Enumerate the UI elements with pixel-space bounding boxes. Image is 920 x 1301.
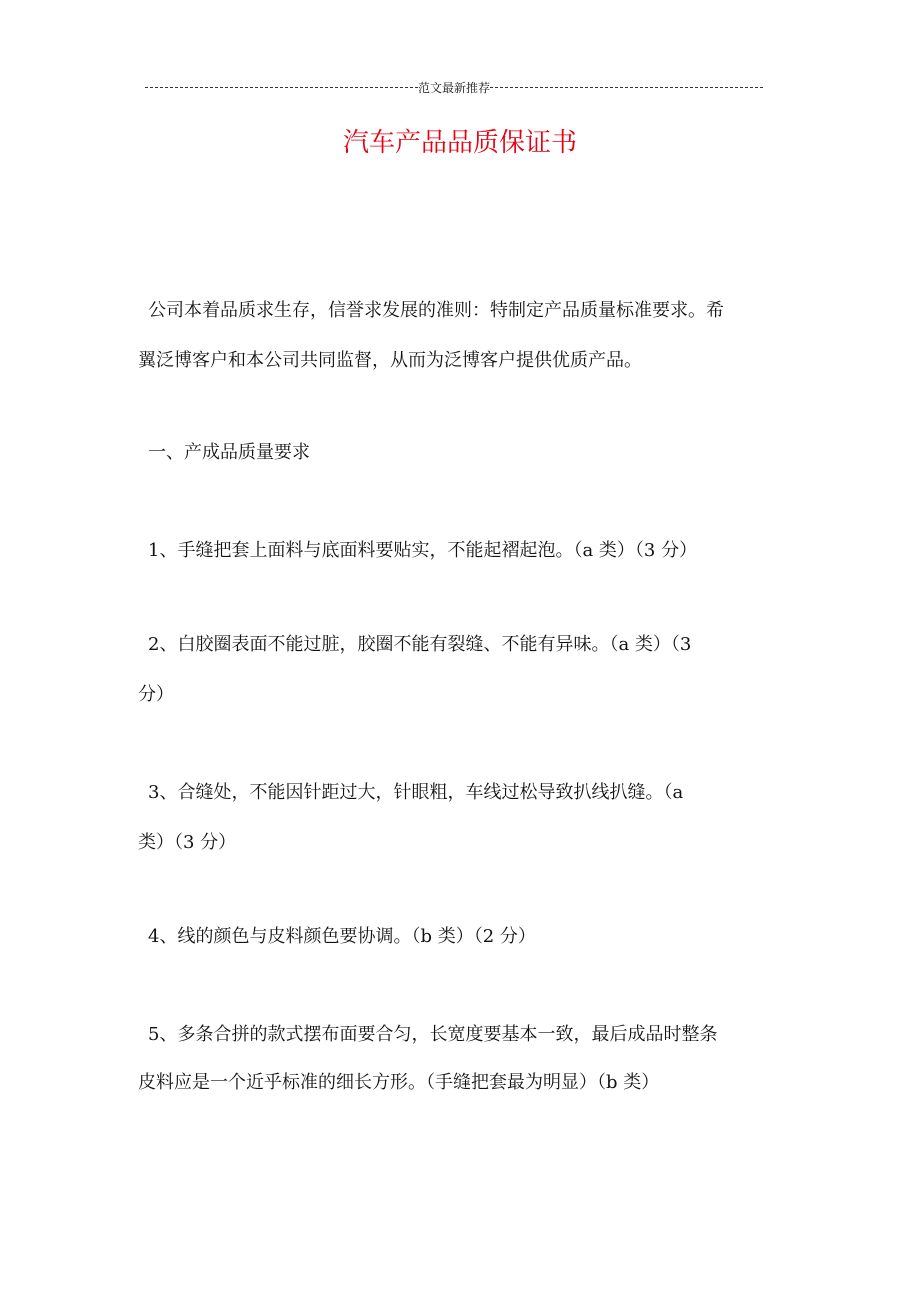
list-item-continued: 皮料应是一个近乎标准的细长方形。（手缝把套最为明显）（b 类） (138, 1072, 660, 1093)
list-item-continued: 类）（3 分） (138, 832, 237, 853)
document-title: 汽车产品品质保证书 (342, 128, 577, 158)
section-heading: 一、产成品质量要求 (148, 442, 310, 463)
intro-line: 公司本着品质求生存，信誉求发展的准则：特制定产品质量标准要求。希 (148, 300, 724, 321)
list-item: 3、合缝处，不能因针距过大，针眼粗，车线过松导致扒线扒缝。（a (148, 782, 684, 803)
header-divider (490, 87, 763, 88)
list-item: 5、多条合拼的款式摆布面要合匀，长宽度要基本一致，最后成品时整条 (148, 1024, 718, 1045)
list-item: 1、手缝把套上面料与底面料要贴实，不能起褶起泡。（a 类）（3 分） (148, 540, 698, 561)
list-item: 4、线的颜色与皮料颜色要协调。（b 类）（2 分） (148, 926, 536, 947)
list-item: 2、白胶圈表面不能过脏，胶圈不能有裂缝、不能有异味。（a 类）（3 (148, 634, 692, 655)
intro-line: 翼泛博客户和本公司共同监督，从而为泛博客户提供优质产品。 (138, 350, 642, 371)
page-header (145, 78, 763, 96)
header-label: 范文最新推荐 (418, 80, 491, 95)
header-divider (145, 87, 418, 88)
list-item-continued: 分） (138, 684, 174, 705)
